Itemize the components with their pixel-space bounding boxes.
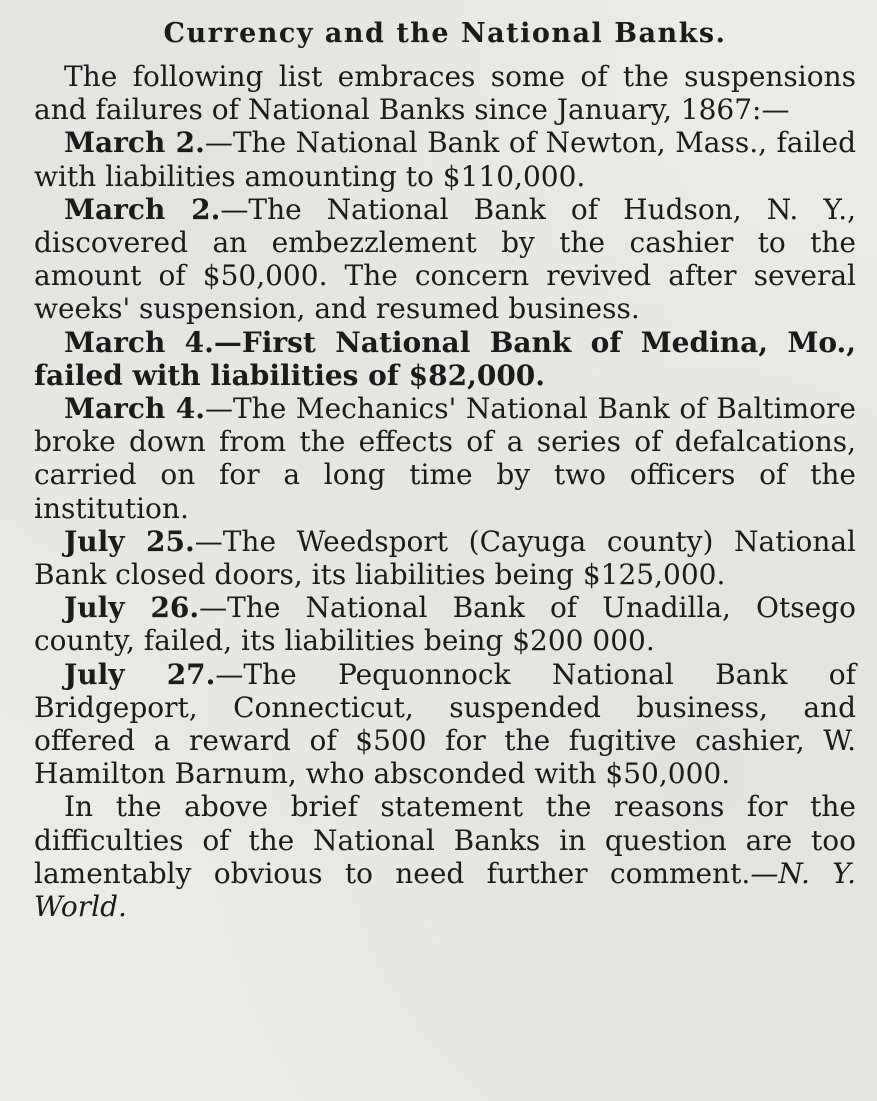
entry-unadilla bbox=[34, 591, 856, 657]
entry-text: —The Weedsport (Cayuga county) National Bank closed doors, its liabilities being $125,000. bbox=[34, 524, 856, 592]
entry-date: March 4. bbox=[64, 392, 205, 426]
entry-text: —First National Bank of Medina, Mo., failed with liabilities of $82,000. bbox=[34, 325, 856, 392]
entry-text: —The National Bank of Unadilla, Otsego county, failed, its liabilities being $200 000. bbox=[34, 591, 856, 658]
article-headline: Currency and the National Banks. bbox=[163, 18, 727, 49]
entry-pequonnock bbox=[34, 658, 856, 791]
entry-date: July 26. bbox=[64, 591, 200, 625]
article bbox=[34, 14, 856, 923]
entry-medina bbox=[34, 326, 856, 392]
entry-date: July 25. bbox=[64, 524, 195, 558]
entry-text: —The Mechanics' National Bank of Baltimore broke down from the effects of a series of defalcations, carried on for a long time by two officers of the institution. bbox=[34, 392, 856, 525]
entry-weedsport bbox=[34, 525, 856, 591]
entry-date: July 27. bbox=[64, 657, 216, 691]
article-closing bbox=[34, 790, 856, 923]
entry-date: March 4. bbox=[64, 325, 214, 359]
entry-baltimore bbox=[34, 392, 856, 525]
entry-newton bbox=[34, 126, 856, 192]
entry-hudson bbox=[34, 193, 856, 326]
entry-text: —The National Bank of Hudson, N. Y., discovered an embezzlement by the cashier to the amount of $50,000. The concern revived after several weeks' suspension, and resumed business. bbox=[34, 192, 856, 326]
article-intro: The following list embraces some of the suspensions and failures of National Banks since January, 1867:— bbox=[34, 60, 856, 127]
closing-text: In the above brief statement the reasons for the difficulties of the National Banks in question are too lamentably obvious to need further comment. bbox=[34, 790, 856, 890]
entry-text: —The National Bank of Newton, Mass., failed with liabilities amounting to $110,000. bbox=[34, 126, 856, 193]
entry-date: March 2. bbox=[64, 192, 221, 226]
entry-text: —The Pequonnock National Bank of Bridgeport, Connecticut, suspended business, and offered a reward of $500 for the fugitive cashier, W. Hamilton Barnum, who absconded with $50,000. bbox=[34, 657, 856, 791]
entry-date: March 2. bbox=[64, 126, 205, 160]
article-credit: —N. Y. World. bbox=[34, 856, 856, 924]
